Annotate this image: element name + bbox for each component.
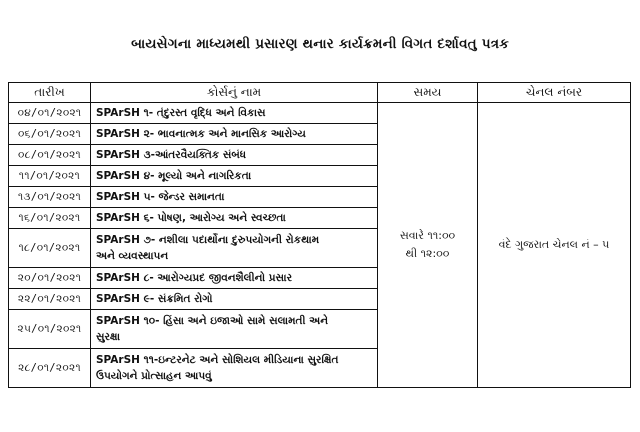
course-line-1: SPArSH ૭- નશીલા પદાર્થોના દુરુપયોગની રોકથામ: [96, 234, 320, 246]
row-date: ૨૦/૦૧/૨૦૨૧: [9, 268, 91, 289]
row-date: ૨૨/૦૧/૨૦૨૧: [9, 289, 91, 310]
table-row: [9, 103, 631, 124]
row-date: ૧૧/૦૧/૨૦૨૧: [9, 166, 91, 187]
row-course: SPArSH ૮- આરોગ્યપ્રદ જીવનશૈલીનો પ્રસાર: [91, 268, 378, 289]
header-row: [9, 83, 631, 103]
row-date: ૦૮/૦૧/૨૦૨૧: [9, 145, 91, 166]
row-course: [91, 310, 378, 349]
course-line-2: અને વ્યવસ્થાપન: [96, 250, 169, 262]
course-line-1: SPArSH ૧૧-ઇન્ટરનેટ અને સોશિયલ મીડિયાના સુરક્ષિત: [96, 354, 339, 366]
course-line-1: SPArSH ૧૦- હિંસા અને ઇજાઓ સામે સલામતી અને: [96, 315, 329, 327]
row-date: ૧૩/૦૧/૨૦૨૧: [9, 187, 91, 208]
row-course: [91, 229, 378, 268]
header-channel: ચેનલ નંબર: [478, 83, 631, 103]
header-course: કોર્સનું નામ: [91, 83, 378, 103]
schedule-table: [8, 82, 631, 388]
page-title: બાયસેગના માધ્યમથી પ્રસારણ થનાર કાર્યક્રમની વિગત દર્શાવતુ પત્રક: [131, 36, 509, 52]
row-course: SPArSH ૯- સંક્રમિત રોગો: [91, 289, 378, 310]
row-course: SPArSH ૩-આંતરવૈયક્તિક સંબંધ: [91, 145, 378, 166]
row-course: SPArSH ૧- તંદુરસ્ત વૃદ્ધિ અને વિકાસ: [91, 103, 378, 124]
row-course: SPArSH ૪- મૂલ્યો અને નાગરિકતા: [91, 166, 378, 187]
time-line-1: સવારે ૧૧:૦૦: [399, 229, 456, 242]
row-course: SPArSH ૬- પોષણ, આરોગ્ય અને સ્વચ્છતા: [91, 208, 378, 229]
row-date: ૧૬/૦૧/૨૦૨૧: [9, 208, 91, 229]
row-date: ૦૪/૦૧/૨૦૨૧: [9, 103, 91, 124]
course-line-2: ઉપયોગને પ્રોત્સાહન આપવું: [96, 370, 212, 382]
channel-number: વંદે ગુજરાત ચેનલ નં – ૫: [478, 103, 631, 388]
header-date: તારીખ: [9, 83, 91, 103]
time-line-2: થી ૧૨:૦૦: [405, 247, 450, 260]
course-line-2: સુરક્ષા: [96, 331, 121, 343]
header-time: સમય: [378, 83, 478, 103]
row-course: [91, 349, 378, 388]
row-date: ૧૮/૦૧/૨૦૨૧: [9, 229, 91, 268]
row-date: ૨૮/૦૧/૨૦૨૧: [9, 349, 91, 388]
row-date: ૨૫/૦૧/૨૦૨૧: [9, 310, 91, 349]
row-date: ૦૬/૦૧/૨૦૨૧: [9, 124, 91, 145]
broadcast-time: [378, 103, 478, 388]
row-course: SPArSH ૫- જેન્ડર સમાનતા: [91, 187, 378, 208]
row-course: SPArSH ૨- ભાવનાત્મક અને માનસિક આરોગ્ય: [91, 124, 378, 145]
